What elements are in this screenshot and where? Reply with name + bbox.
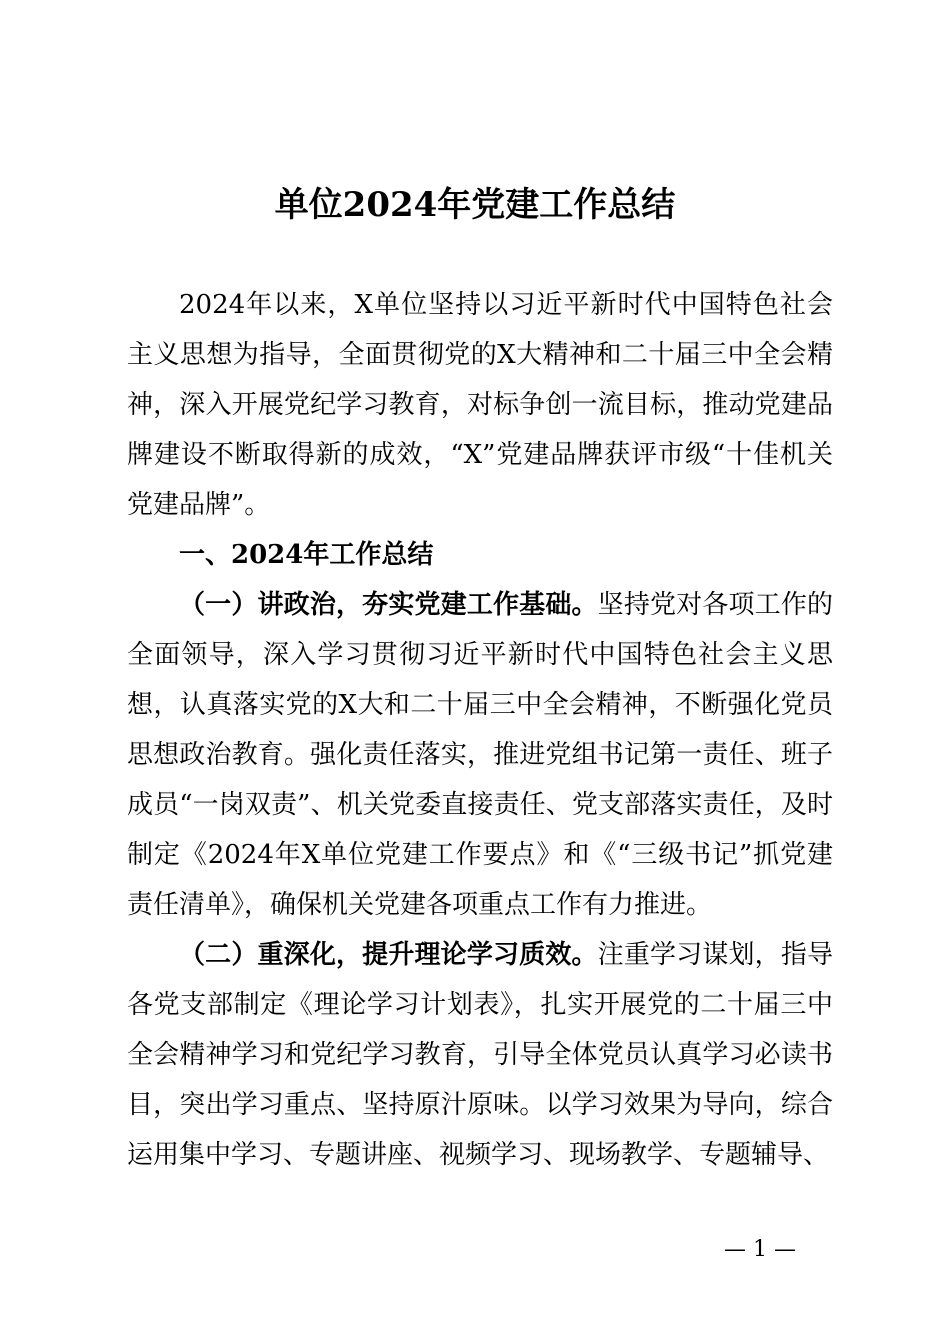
page-number: — 1 — <box>724 1237 796 1262</box>
page-footer <box>0 1230 950 1270</box>
document-body <box>127 280 833 1180</box>
item-lead-2: （二）重深化，提升理论学习质效。 <box>179 940 598 970</box>
item-text-2: 注重学习谋划，指导各党支部制定《理论学习计划表》，扎实开展党的二十届三中全会精神学习和党纪学习教育，引导全体党员认真学习必读书目，突出学习重点、坚持原汁原味。以学习效果为导向，综合运用集中学习、专题讲座、视频学习、现场教学、专题辅导、 <box>127 940 833 1170</box>
item-paragraph-1 <box>127 580 833 930</box>
item-paragraph-2 <box>127 930 833 1180</box>
document-title: 单位2024年党建工作总结 <box>274 185 676 225</box>
section-heading: 一、2024年工作总结 <box>179 540 434 570</box>
intro-paragraph: 2024年以来，X单位坚持以习近平新时代中国特色社会主义思想为指导，全面贯彻党的X大精神和二十届三中全会精神，深入开展党纪学习教育，对标争创一流目标，推动党建品牌建设不断取得新的成效，“X”党建品牌获评市级“十佳机关党建品牌”。 <box>127 290 833 520</box>
item-lead-1: （一）讲政治，夯实党建工作基础。 <box>179 590 598 620</box>
item-text-1: 坚持党对各项工作的全面领导，深入学习贯彻习近平新时代中国特色社会主义思想，认真落实党的X大和二十届三中全会精神，不断强化党员思想政治教育。强化责任落实，推进党组书记第一责任、班子成员“一岗双责”、机关党委直接责任、党支部落实责任，及时制定《2024年X单位党建工作要点》和《“三级书记”抓党建责任清单》，确保机关党建各项重点工作有力推进。 <box>127 590 833 920</box>
